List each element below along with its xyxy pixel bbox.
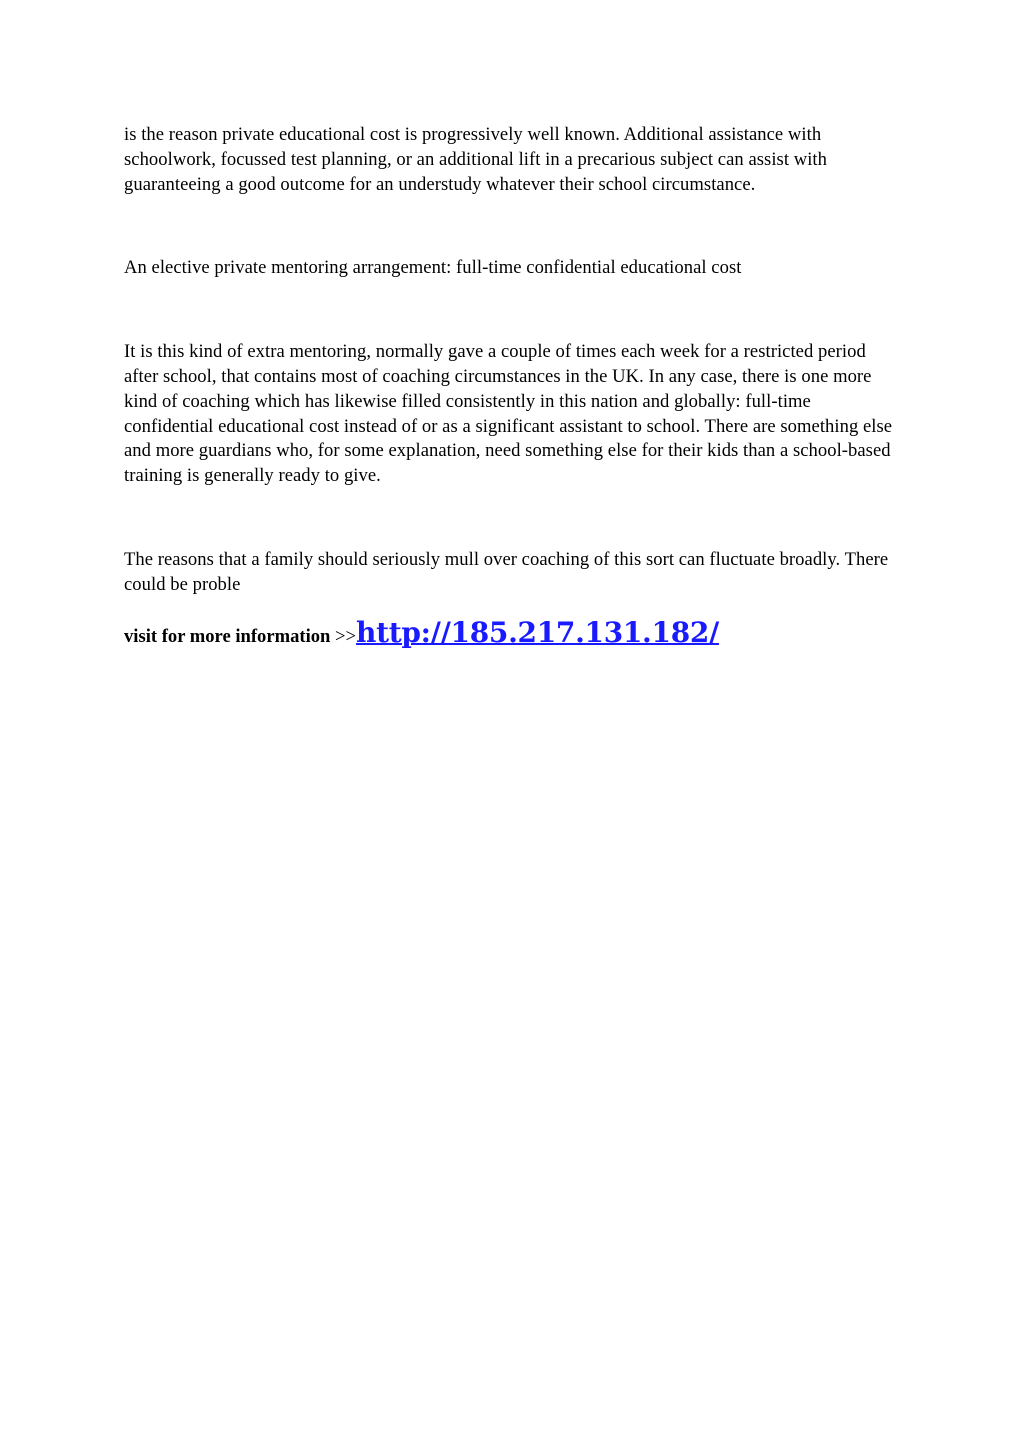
visit-line — [124, 615, 904, 652]
visit-link[interactable]: http://185.217.131.182/ — [356, 615, 719, 649]
paragraph-reasons: The reasons that a family should seriously mull over coaching of this sort can fluctuate broadly. There could be proble — [124, 548, 889, 595]
visit-label: visit for more information — [124, 625, 336, 647]
paragraph-intro: is the reason private educational cost is progressively well known. Additional assistance with schoolwork, focussed test planning, or an additional lift in a precarious subject can assist with guaranteeing a good outcome for an understudy whatever their school circumstance. — [124, 124, 827, 195]
paragraph-heading: An elective private mentoring arrangement: full-time confidential educational cost — [124, 257, 742, 279]
paragraph-body: It is this kind of extra mentoring, normally gave a couple of times each week for a restricted period after school, that contains most of coaching circumstances in the UK. In any case, there is one more kind of coaching which has likewise filled consistently in this nation and globally: full-time confidential educational cost instead of or as a significant assistant to school. There are something else and more guardians who, for some explanation, need something else for their kids than a school-based training is generally ready to give. — [124, 341, 893, 487]
document-page — [124, 123, 904, 652]
visit-arrows: >> — [335, 625, 357, 647]
